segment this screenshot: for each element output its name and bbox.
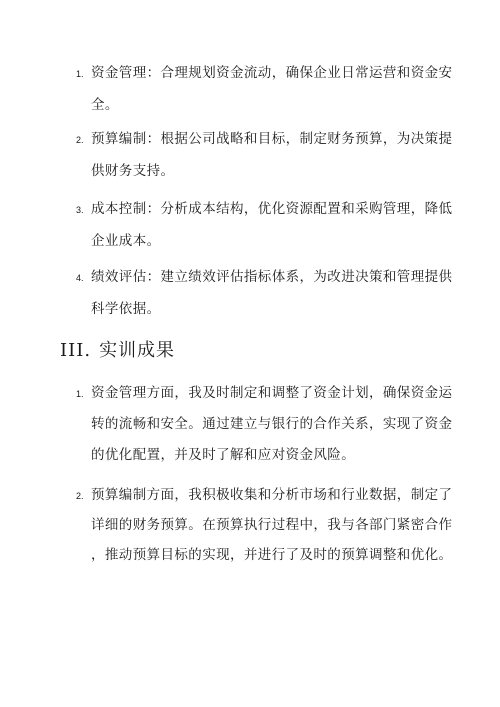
section-heading xyxy=(60,339,175,363)
list-number: 1. xyxy=(76,389,84,399)
list-number: 4. xyxy=(76,273,84,283)
section-number: III. xyxy=(60,340,92,361)
list-number: 2. xyxy=(76,491,84,501)
list-item-text-line: 资金管理方面，我及时制定和调整了资金计划，确保资金运 xyxy=(91,385,453,401)
section-title: 实训成果 xyxy=(99,340,176,361)
list-item-text-line: 预算编制：根据公司战略和目标，制定财务预算，为决策提 xyxy=(91,131,453,147)
list-number: 3. xyxy=(76,205,84,215)
list-item-text-line: 供财务支持。 xyxy=(91,163,175,179)
list-item-text-line: 成本控制：分析成本结构，优化资源配置和采购管理，降低 xyxy=(91,201,453,217)
list-item-text-line: 转的流畅和安全。通过建立与银行的合作关系，实现了资金 xyxy=(91,416,453,432)
list-item-text-line: 企业成本。 xyxy=(91,233,161,249)
list-item-text-line: 绩效评估：建立绩效评估指标体系，为改进决策和管理提供 xyxy=(91,269,453,285)
list-item-text-line: 科学依据。 xyxy=(91,301,161,317)
list-item-text-line: ，推动预算目标的实现，并进行了及时的预算调整和优化。 xyxy=(91,547,453,563)
list-number: 1. xyxy=(76,69,84,79)
list-item-text-line: 全。 xyxy=(91,97,119,113)
list-item-text-line: 资金管理：合理规划资金流动，确保企业日常运营和资金安 xyxy=(91,65,453,81)
list-item-text-line: 预算编制方面，我积极收集和分析市场和行业数据，制定了 xyxy=(91,487,453,503)
list-item-text-line: 详细的财务预算。在预算执行过程中，我与各部门紧密合作 xyxy=(91,517,453,533)
list-item-text-line: 的优化配置，并及时了解和应对资金风险。 xyxy=(91,447,356,463)
list-number: 2. xyxy=(76,135,84,145)
